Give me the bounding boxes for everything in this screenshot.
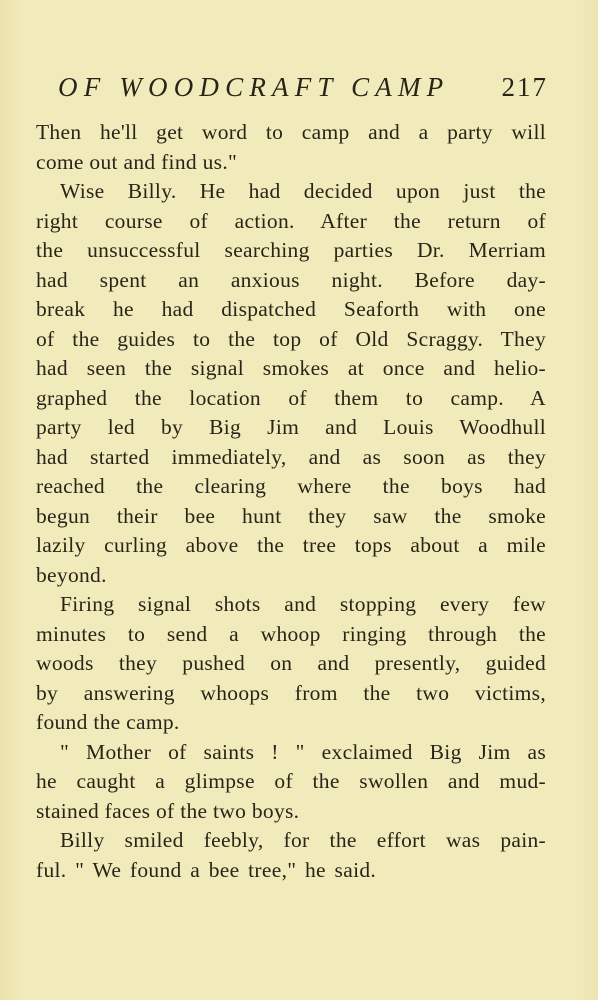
- text-line: Firing signal shots and stopping every few: [60, 592, 546, 616]
- text-line: had started immediately, and as soon as they: [36, 444, 546, 469]
- text-line: beyond.: [36, 562, 107, 587]
- text-line: Billy smiled feebly, for the effort was pain-: [60, 828, 546, 852]
- text-line: " Mother of saints ! " exclaimed Big Jim as: [60, 739, 546, 764]
- text-line: by answering whoops from the two victims,: [36, 680, 546, 705]
- text-line: Then he'll get word to camp and a party will: [36, 120, 546, 144]
- text-line: minutes to send a whoop ringing through the: [36, 621, 546, 646]
- text-line: woods they pushed on and presently, guided: [36, 651, 546, 675]
- text-line: come out and find us.": [36, 149, 238, 174]
- text-line: he caught a glimpse of the swollen and mud-: [36, 769, 546, 793]
- text-line: party led by Big Jim and Louis Woodhull: [36, 415, 546, 439]
- text-line: lazily curling above the tree tops about a mile: [36, 533, 546, 557]
- text-line: found the camp.: [36, 710, 180, 734]
- running-head: [58, 72, 548, 112]
- text-line: begun their bee hunt they saw the smoke: [36, 503, 546, 528]
- text-line: right course of action. After the return of: [36, 208, 546, 233]
- text-line: the unsuccessful searching parties Dr. Merriam: [36, 238, 546, 262]
- text-line: Wise Billy. He had decided upon just the: [60, 179, 546, 203]
- running-title: OF WOODCRAFT CAMP: [58, 72, 450, 102]
- page-number: 217: [501, 72, 548, 102]
- body-text: [36, 118, 546, 885]
- text-line: had seen the signal smokes at once and helio-: [36, 356, 546, 380]
- text-line: reached the clearing where the boys had: [36, 474, 546, 498]
- text-line: stained faces of the two boys.: [36, 798, 300, 823]
- text-line: break he had dispatched Seaforth with one: [36, 297, 546, 321]
- text-line: ful. " We found a bee tree," he said.: [36, 857, 377, 882]
- text-line: had spent an anxious night. Before day-: [36, 267, 546, 292]
- text-line: graphed the location of them to camp. A: [36, 385, 546, 410]
- text-line: of the guides to the top of Old Scraggy. They: [36, 326, 546, 351]
